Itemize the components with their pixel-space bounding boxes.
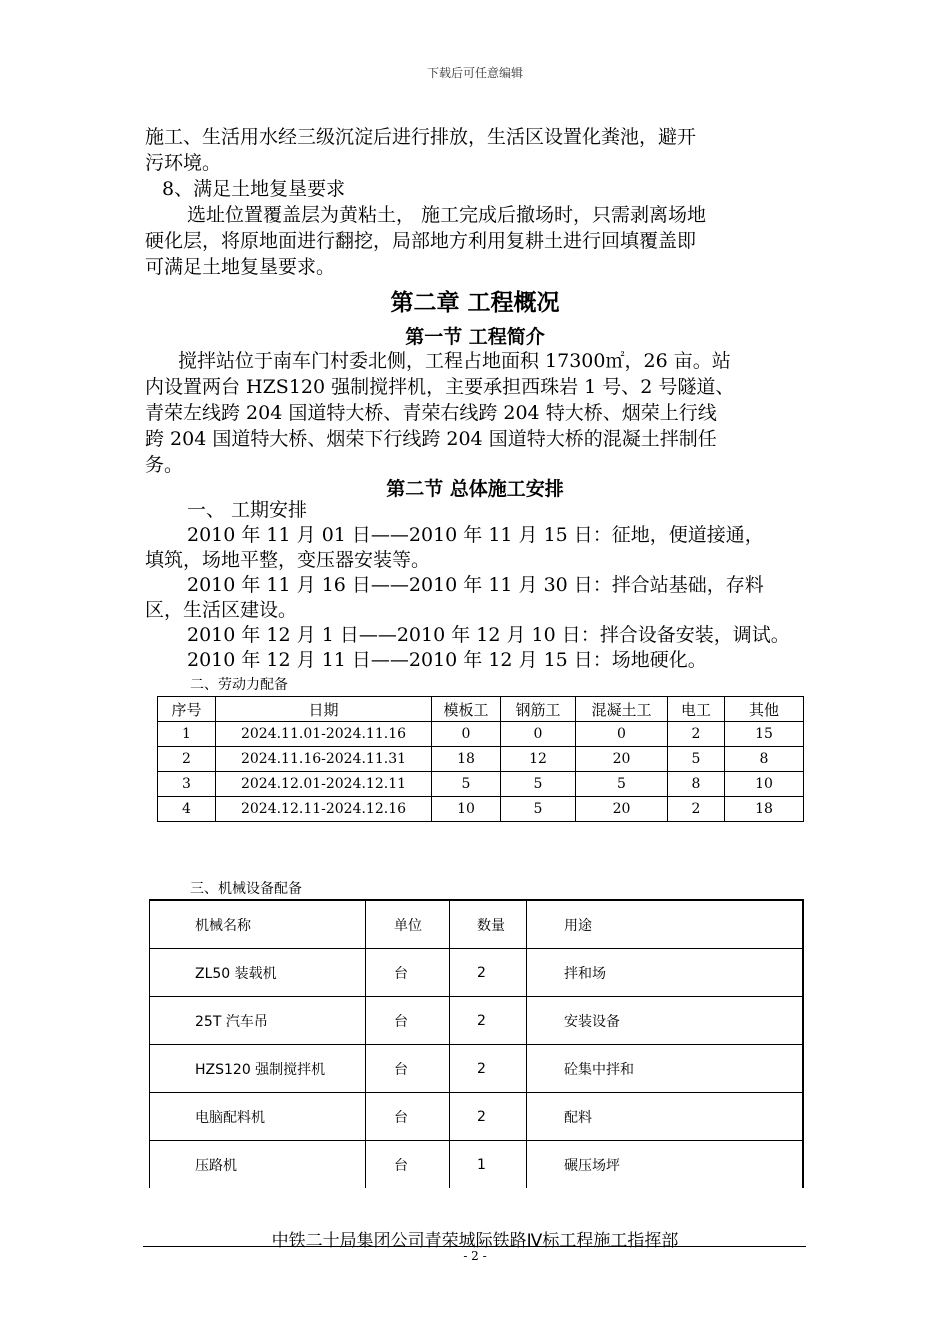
table-cell: 3 [158, 772, 216, 797]
table-cell: 安装设备 [527, 997, 804, 1045]
table-cell: 2024.12.11-2024.12.16 [216, 797, 432, 822]
table-cell: 台 [366, 1141, 450, 1189]
footer-divider [143, 1246, 806, 1247]
table-cell: 2024.12.01-2024.12.11 [216, 772, 432, 797]
column-header: 数量 [450, 900, 527, 949]
table-row [158, 772, 804, 797]
table-cell: 2 [668, 722, 725, 747]
table-cell: HZS120 强制搅拌机 [150, 1045, 366, 1093]
table-cell: 8 [725, 747, 804, 772]
section1-line: 务。 [145, 454, 184, 476]
table-cell: 5 [576, 772, 668, 797]
schedule-line: 填筑，场地平整，变压器安装等。 [145, 549, 431, 571]
table-cell: 2 [450, 1093, 527, 1141]
schedule-line: 2010 年 12 月 1 日——2010 年 12 月 10 日：拌合设备安装，调试。 [187, 624, 790, 646]
table-cell: 2024.11.16-2024.11.31 [216, 747, 432, 772]
table-row [158, 747, 804, 772]
machine-table [149, 899, 804, 1188]
table-row [150, 1141, 804, 1189]
table-cell: 2 [450, 949, 527, 997]
labor-heading: 二、劳动力配备 [190, 677, 288, 693]
table-cell: 1 [450, 1141, 527, 1189]
page-number: - 2 - [463, 1249, 487, 1263]
table-cell: 18 [725, 797, 804, 822]
table-cell: 10 [432, 797, 501, 822]
table-cell: 2 [450, 1045, 527, 1093]
table-header-row [158, 697, 804, 722]
section1-line: 跨 204 国道特大桥、烟荣下行线跨 204 国道特大桥的混凝土拌制任 [145, 428, 717, 450]
item8-line-1: 选址位置覆盖层为黄粘土， 施工完成后撤场时，只需剥离场地 [187, 204, 707, 226]
intro-line-1: 施工、生活用水经三级沉淀后进行排放，生活区设置化粪池，避开 [145, 126, 697, 148]
table-cell: 18 [432, 747, 501, 772]
column-header: 机械名称 [150, 900, 366, 949]
intro-line-2: 污环境。 [145, 152, 222, 174]
item8-line-3: 可满足土地复垦要求。 [145, 256, 336, 278]
header-note: 下载后可任意编辑 [426, 66, 523, 80]
table-cell: 5 [501, 772, 576, 797]
column-header: 序号 [158, 697, 216, 722]
table-cell: 电脑配料机 [150, 1093, 366, 1141]
column-header: 混凝土工 [576, 697, 668, 722]
table-cell: 0 [501, 722, 576, 747]
table-cell: 拌和场 [527, 949, 804, 997]
schedule-line: 2010 年 11 月 01 日——2010 年 11 月 15 日：征地，便道接通， [187, 524, 764, 546]
table-cell: 压路机 [150, 1141, 366, 1189]
column-header: 其他 [725, 697, 804, 722]
table-cell: 25T 汽车吊 [150, 997, 366, 1045]
labor-table [157, 696, 804, 822]
chapter-title: 第二章 工程概况 [390, 290, 560, 316]
section1-line: 内设置两台 HZS120 强制搅拌机，主要承担西珠岩 1 号、2 号隧道、 [145, 376, 735, 398]
table-cell: 台 [366, 997, 450, 1045]
table-cell: 10 [725, 772, 804, 797]
footer-title: 中铁二十局集团公司青荣城际铁路Ⅳ标工程施工指挥部 [271, 1231, 679, 1251]
table-cell: 8 [668, 772, 725, 797]
table-cell: 配料 [527, 1093, 804, 1141]
column-header: 电工 [668, 697, 725, 722]
table-cell: 5 [432, 772, 501, 797]
table-cell: 15 [725, 722, 804, 747]
table-row [150, 1093, 804, 1141]
table-cell: 2 [158, 747, 216, 772]
item8-line-2: 硬化层，将原地面进行翻挖，局部地方利用复耕土进行回填覆盖即 [145, 230, 697, 252]
table-cell: 2024.11.01-2024.11.16 [216, 722, 432, 747]
table-row [158, 797, 804, 822]
section1-line: 青荣左线跨 204 国道特大桥、青荣右线跨 204 特大桥、烟荣上行线 [145, 402, 717, 424]
table-row [150, 949, 804, 997]
table-row [158, 722, 804, 747]
table-cell: 20 [576, 797, 668, 822]
table-cell: 台 [366, 949, 450, 997]
column-header: 钢筋工 [501, 697, 576, 722]
item8-heading: 8、满足土地复垦要求 [162, 178, 346, 200]
schedule-line: 2010 年 11 月 16 日——2010 年 11 月 30 日：拌合站基础，存料 [187, 574, 764, 596]
table-row [150, 1045, 804, 1093]
table-cell: 5 [668, 747, 725, 772]
column-header: 单位 [366, 900, 450, 949]
table-cell: 5 [501, 797, 576, 822]
table-cell: 4 [158, 797, 216, 822]
table-cell: 0 [432, 722, 501, 747]
schedule-line: 2010 年 12 月 11 日——2010 年 12 月 15 日：场地硬化。 [187, 649, 707, 671]
table-cell: 台 [366, 1045, 450, 1093]
column-header: 用途 [527, 900, 804, 949]
table-cell: 1 [158, 722, 216, 747]
table-cell: 砼集中拌和 [527, 1045, 804, 1093]
table-cell: 2 [450, 997, 527, 1045]
column-header: 模板工 [432, 697, 501, 722]
table-cell: 2 [668, 797, 725, 822]
table-cell: 20 [576, 747, 668, 772]
table-header-row [150, 900, 804, 949]
section1-line: 搅拌站位于南车门村委北侧，工程占地面积 17300㎡，26 亩。站 [178, 350, 731, 372]
schedule-heading: 一、 工期安排 [187, 499, 308, 521]
table-cell: 0 [576, 722, 668, 747]
section1-title: 第一节 工程简介 [405, 326, 545, 348]
table-cell: ZL50 装载机 [150, 949, 366, 997]
machine-heading: 三、机械设备配备 [190, 881, 302, 897]
table-cell: 12 [501, 747, 576, 772]
section2-title: 第二节 总体施工安排 [386, 478, 564, 500]
table-row [150, 997, 804, 1045]
column-header: 日期 [216, 697, 432, 722]
table-cell: 台 [366, 1093, 450, 1141]
table-cell: 碾压场坪 [527, 1141, 804, 1189]
schedule-line: 区，生活区建设。 [145, 599, 298, 621]
